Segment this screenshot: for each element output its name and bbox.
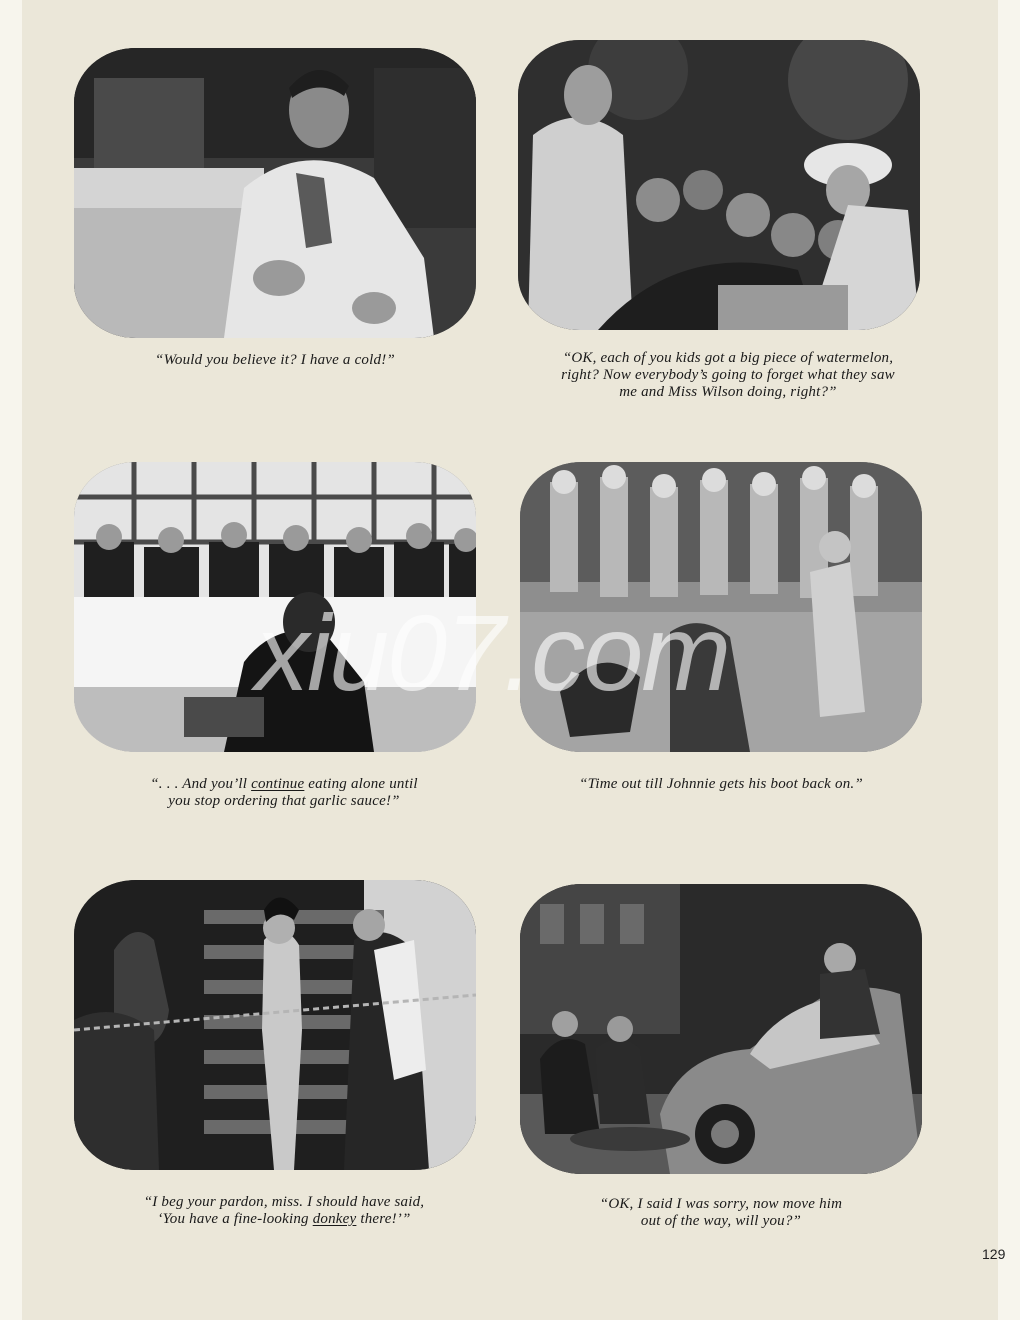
tv-frame-photo-sorry [520,884,922,1174]
caption-line [74,776,494,793]
underlined-word: donkey [312,1211,357,1227]
caption-line: me and Miss Wilson doing, right?” [619,384,837,400]
caption-line: “Time out till Johnnie gets his boot back on.” [579,776,863,792]
tv-frame-photo-boot [520,462,922,752]
photo-car-accident [520,884,922,1174]
photo-board-meeting [74,462,476,752]
caption-text: “. . . And you’ll [150,776,252,792]
tv-frame-photo-garlic [74,462,476,752]
caption-line: right? Now everybody’s going to forget what they saw [561,367,895,383]
page-number: 129 [982,1246,1006,1262]
photo-kids-watermelon [518,40,920,330]
caption-text: there!’” [356,1211,411,1227]
photo-warriors [520,462,922,752]
tv-frame-photo-watermelon [518,40,920,330]
caption-boot [520,776,922,793]
caption-watermelon [518,350,938,401]
caption-line: “I beg your pardon, miss. I should have said, [143,1194,425,1210]
caption-sorry [520,1196,922,1230]
caption-line: “Would you believe it? I have a cold!” [155,352,395,368]
photo-man-in-robe [74,48,476,338]
magazine-page [22,0,1006,1320]
caption-text: eating alone until [304,776,418,792]
caption-garlic [74,776,494,810]
photo-donkey-stairs [74,880,476,1170]
caption-line: “OK, each of you kids got a big piece of watermelon, [562,350,894,366]
caption-donkey [74,1194,494,1228]
caption-line [74,1211,494,1228]
caption-line: out of the way, will you?” [640,1213,802,1229]
watermark: xiu07.com [255,592,730,713]
underlined-word: continue [251,776,305,792]
tv-frame-photo-cold [74,48,476,338]
caption-line: “OK, I said I was sorry, now move him [599,1196,843,1212]
caption-cold [74,352,476,369]
tv-frame-photo-donkey [74,880,476,1170]
caption-text: ‘You have a fine-looking [157,1211,313,1227]
caption-line: you stop ordering that garlic sauce!” [168,793,400,809]
